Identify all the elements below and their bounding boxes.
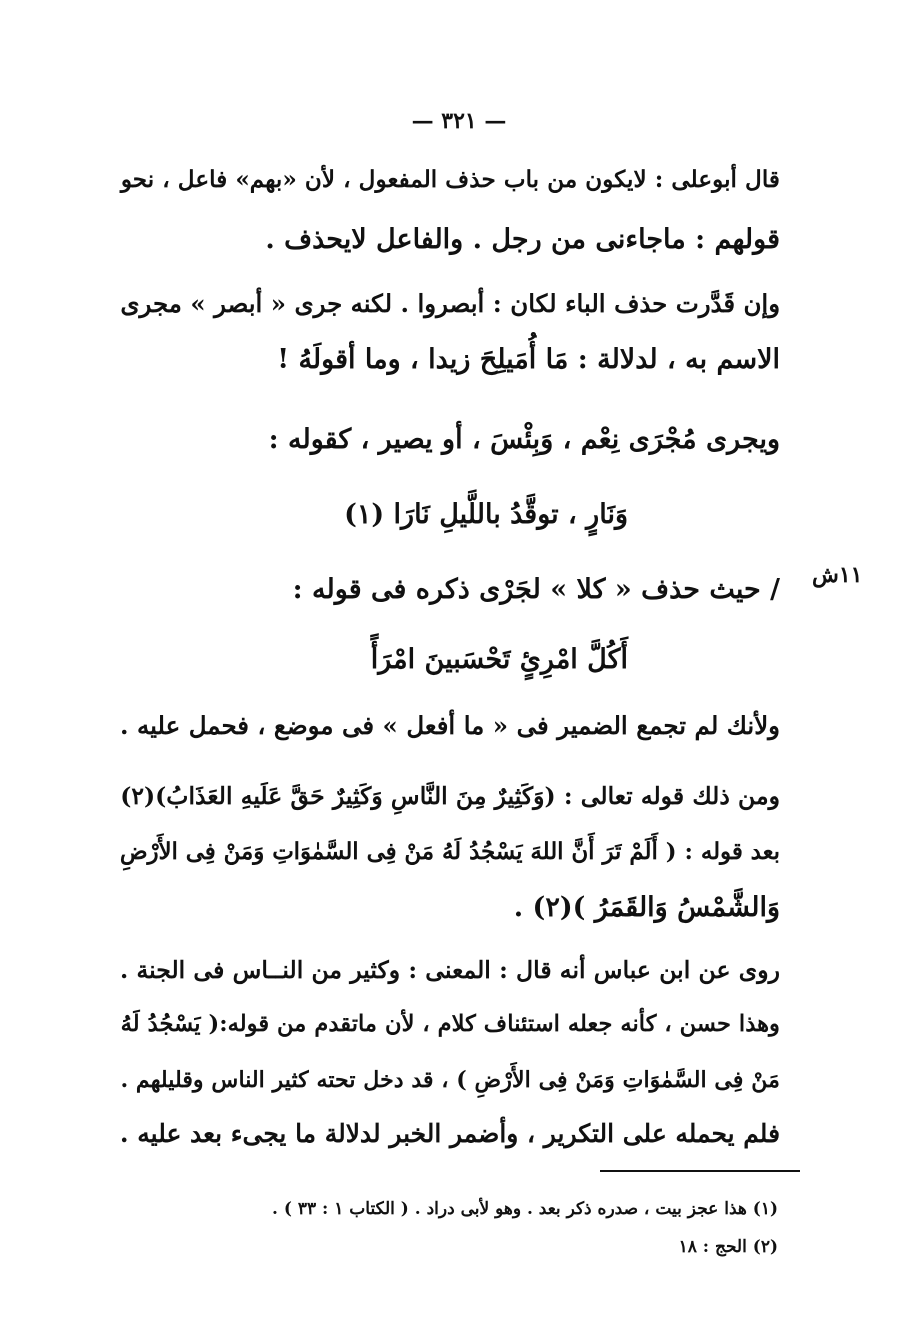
body-line: وإن قَدَّرت حذف الباء لكان : أبصروا . لكنه جرى « أبصر » مجرى	[120, 289, 780, 318]
body-line: مَنْ فِى السَّمٰوَاتِ وَمَنْ فِى الأَرْضِ ) ، قد دخل تحته كثير الناس وقليلهم .	[120, 1067, 780, 1093]
body-line: وهذا حسن ، كأنه جعله استئناف كلام ، لأن ماتقدم من قوله:( يَسْجُدُ لَهُ	[120, 1011, 780, 1037]
verse-line: وَنَارٍ ، توقَّدُ باللَّيلِ نَارَا (١)	[344, 499, 628, 530]
body-line: روى عن ابن عباس أنه قال : المعنى : وكثير من النــاس فى الجنة .	[120, 956, 780, 984]
body-line: ومن ذلك قوله تعالى : (وَكَثِيرٌ مِنَ النَّاسِ وَكَثِيرٌ حَقَّ عَلَيهِ العَذَابُ)(٢)	[120, 782, 780, 810]
footnote: (١) هذا عجز بيت ، صدره ذكر بعد . وهو لأبى دراد . ( الكتاب ١ : ٣٣ ) .	[272, 1199, 778, 1219]
body-line: وَالشَّمْسُ وَالقَمَرُ )(٢) .	[513, 892, 780, 923]
body-line: الاسم به ، لدلالة : مَا أُمَيلِحَ زيدا ، وما أقولَهُ !	[277, 344, 780, 375]
body-line: قال أبوعلى : لايكون من باب حذف المفعول ، لأن «بهم» فاعل ، نحو	[120, 166, 780, 193]
footnote: (٢) الحج : ١٨	[678, 1237, 778, 1257]
body-line: / حيث حذف « كلا » لجَرْى ذكره فى قوله :	[292, 574, 780, 605]
margin-folio-note: ١١ش	[812, 562, 863, 588]
body-line: بعد قوله : ( أَلَمْ تَرَ أَنَّ اللهَ يَسْجُدُ لَهُ مَنْ فِى السَّمٰوَاتِ وَمَنْ فِى الأَرْضِ	[119, 839, 780, 865]
body-line: فلم يحمله على التكرير ، وأضمر الخبر لدلالة ما يجىء بعد عليه .	[119, 1119, 780, 1148]
footnote-separator	[600, 1170, 800, 1172]
verse-line: أَكُلَّ امْرِئٍ تَحْسَبينَ امْرَأً	[370, 644, 628, 675]
body-line: ولأنك لم تجمع الضمير فى « ما أفعل » فى موضع ، فحمل عليه .	[120, 711, 780, 740]
body-line: قولهم : ماجاءنى من رجل . والفاعل لايحذف .	[265, 224, 780, 255]
page-number: — ٣٢١ —	[411, 108, 507, 134]
body-line: ويجرى مُجْرَى نِعْم ، وَبِئْسَ ، أو يصير ، كقوله :	[268, 424, 780, 455]
